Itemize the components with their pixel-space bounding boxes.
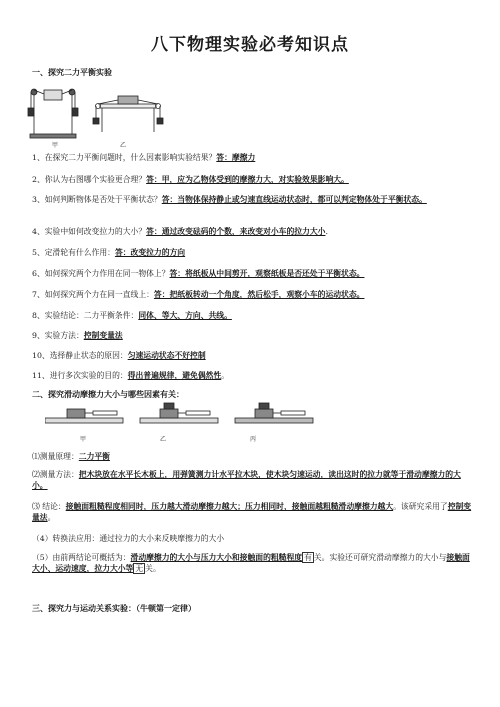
friction-point-2 (32, 470, 472, 491)
qa-item-7 (32, 290, 472, 301)
friction-point-1 (32, 452, 472, 463)
point-answer: 接触面粗糙程度相同时，压力越大滑动摩擦力越大；压力相同时，接触面越粗糙滑动摩擦力越大 (65, 502, 394, 511)
section-heading-1: 一、探究二力平衡实验 (32, 68, 112, 77)
section-heading-3: 三、探究力与运动关系实验：（牛顿第一定律） (32, 604, 196, 613)
balance-apparatus-figure (22, 82, 172, 144)
method-answer: 控制变量法 (32, 502, 472, 522)
qa-item-2 (32, 175, 472, 186)
page-title: 八下物理实验必考知识点 (151, 35, 349, 55)
point-text: 。该研究采用了 (393, 502, 448, 511)
question-text: 6、如何探究两个力作用在同一物体上？ (32, 269, 170, 278)
point-label: （5）由前两结论可概括为： (32, 553, 131, 562)
point-end: 。 (47, 512, 56, 522)
question-text: 3、如何判断物体是否处于平衡状态？ (32, 195, 162, 204)
question-text: 10、选择静止状态的原因： (32, 351, 128, 360)
answer-text: 答：摩擦力 (216, 153, 256, 162)
answer-tail: 。 (221, 371, 230, 380)
point-answer: 把木块放在水平长木板上，用弹簧测力计水平拉木块，使木块匀速运动，读出这时的拉力就等于滑动摩擦力的大小。 (32, 470, 461, 490)
question-text: 4、实验中如何改变拉力的大小？ (32, 227, 147, 236)
point-label: ⑵测量方法： (32, 470, 79, 479)
qa-item-1 (32, 153, 472, 164)
question-text: 7、如何探究两个力在同一直线上： (32, 290, 154, 299)
towel-board-setup-icon (235, 403, 313, 423)
qa-item-6 (32, 269, 472, 280)
friction-point-3 (32, 502, 472, 523)
figure-caption-b: 乙 (160, 436, 167, 443)
question-text: 1、在探究二力平衡问题时，什么因素影响实验结果？ (32, 153, 217, 162)
qa-item-3 (32, 195, 472, 206)
figure-caption-a: 甲 (52, 142, 59, 149)
question-text: 5、定滑轮有什么作用： (32, 248, 115, 257)
friction-point-4: （4）转换法应用：通过拉力的大小来反映摩擦力的大小 (32, 534, 225, 543)
answer-text: 答：将纸板从中间剪开，观察纸板是否还处于平衡状态。 (169, 269, 365, 278)
question-text: 11、进行多次实验的目的： (32, 371, 128, 380)
figure-caption-b: 乙 (120, 142, 127, 149)
answer-text: 答：把纸板转动一个角度，然后松手，观察小车的运动状态。 (153, 290, 365, 299)
answer-text: 同体、等大、方向、共线。 (138, 311, 232, 320)
point-answer-2: 接触面大小、运动速度，拉力大小等 (32, 553, 470, 573)
board-block-setup-icon (45, 409, 123, 423)
cart-table-setup-icon (93, 96, 163, 132)
boxed-word-2: 无 (135, 563, 144, 573)
board-block-weight-setup-icon (140, 403, 218, 423)
answer-text: 答：当物体保持静止或匀速直线运动状态时，都可以判定物体处于平衡状态。 (161, 195, 427, 204)
point-answer: 滑动摩擦力的大小与压力大小和接触面的粗糙程度 (130, 553, 303, 562)
question-text: 2、你认为右图哪个实验更合理？ (32, 175, 147, 184)
qa-item-8 (32, 311, 472, 322)
point-text: 关。实验还可研究滑动摩擦力的大小与 (313, 553, 447, 562)
point-end: 关。 (145, 563, 161, 573)
answer-text: 答：改变拉力的方向 (114, 248, 186, 257)
friction-point-5 (32, 553, 472, 574)
answer-text: 答：通过改变砝码的个数，来改变对小车的拉力大小 (146, 227, 326, 236)
qa-item-4 (32, 227, 472, 238)
answer-text: 得出普遍规律，避免偶然性 (127, 371, 222, 380)
question-text: 8、实验结论：二力平衡条件： (32, 311, 139, 320)
boxed-word: 有 (304, 553, 312, 562)
figure-caption-c: 丙 (250, 436, 257, 443)
section-heading-2: 二、探究滑动摩擦力大小与哪些因素有关： (32, 390, 184, 399)
point-label: ⑶ 结论： (32, 502, 66, 511)
answer-text: 答：甲，应为乙物体受到的摩擦力大，对实验效果影响大。 (146, 175, 349, 184)
card-pulley-setup-icon (28, 89, 78, 138)
answer-tail: . (325, 227, 328, 236)
answer-text: 匀速运动状态不好控制 (127, 351, 206, 360)
qa-item-9 (32, 331, 472, 342)
point-label: ⑴测量原理： (32, 452, 79, 461)
qa-item-10 (32, 351, 472, 362)
answer-text: 控制变量法 (83, 331, 123, 340)
point-answer: 二力平衡 (78, 452, 110, 461)
figure-caption-a: 甲 (80, 436, 87, 443)
question-text: 9、实验方法： (32, 331, 84, 340)
qa-item-5 (32, 248, 472, 259)
friction-experiment-figure (45, 400, 315, 432)
qa-item-11 (32, 371, 472, 382)
